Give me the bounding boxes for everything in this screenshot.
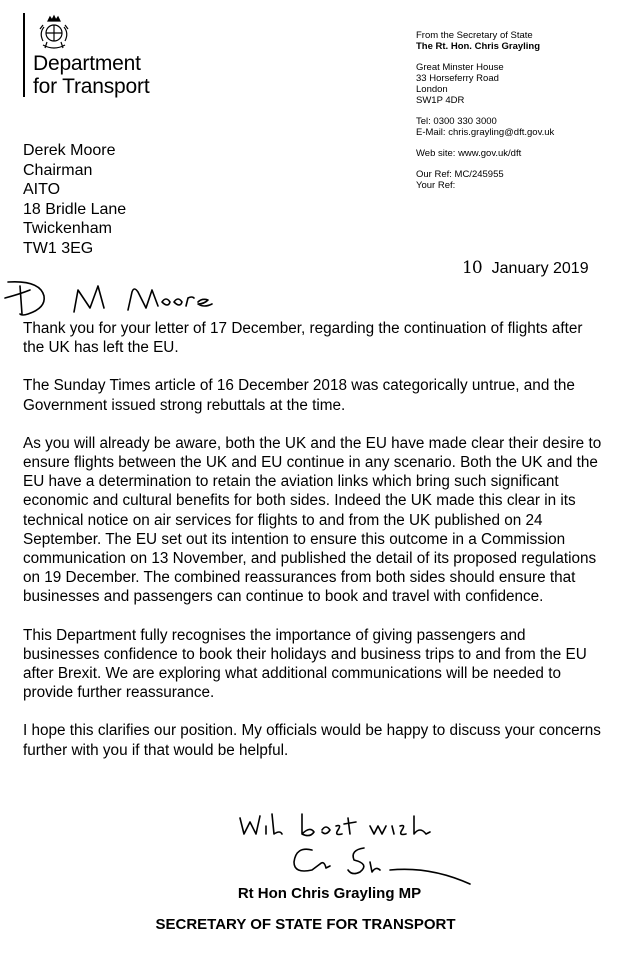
body-paragraph: As you will already be aware, both the UK and the EU have made clear their desire to ensure flights between the UK and EU continue in any scenario. Both the UK and the EU have a determination to retain the aviation links which bring such significant economic and cultural benefits for both sides. Indeed the UK made this clear in its technical notice on air services for flights to and from the UK published on 24 September. The EU set out its intention to ensure this outcome in a Commission communication on 13 November, and published the detail of its proposed regulations on 19 December. The combined reassurances from both sides should ensure that businesses and passengers can continue to book and travel with confidence.	[23, 434, 602, 606]
letter-body	[23, 319, 603, 779]
signatory-name: Rt Hon Chris Grayling MP	[237, 885, 422, 902]
date-day-handwritten: 10	[462, 258, 482, 278]
recipient-line: AITO	[23, 181, 61, 199]
recipient-line: Twickenham	[23, 220, 112, 238]
sender-telephone: Tel: 0300 330 3000	[416, 116, 497, 127]
body-paragraph: The Sunday Times article of 16 December 2018 was categorically untrue, and the Government issued strong rebuttals at the time.	[23, 377, 575, 414]
sender-address-line: SW1P 4DR	[416, 95, 465, 106]
department-line-1: Department	[33, 52, 141, 75]
our-reference: Our Ref: MC/245955	[416, 169, 504, 180]
body-paragraph: Thank you for your letter of 17 December, regarding the continuation of flights after the UK has left the EU.	[23, 320, 583, 357]
signatory-title: SECRETARY OF STATE FOR TRANSPORT	[155, 916, 456, 933]
recipient-address	[23, 141, 126, 259]
sender-address-line: London	[416, 84, 448, 95]
recipient-line: 18 Bridle Lane	[23, 200, 127, 218]
sender-address	[416, 62, 554, 106]
recipient-line: Chairman	[23, 161, 93, 179]
sender-website: Web site: www.gov.uk/dft	[416, 148, 522, 159]
letter-date	[462, 258, 589, 278]
recipient-line: TW1 3EG	[23, 239, 94, 257]
sender-email: E-Mail: chris.grayling@dft.gov.uk	[416, 127, 555, 138]
department-logotype	[33, 52, 149, 98]
logo-divider	[23, 13, 25, 97]
department-line-2: for Transport	[33, 75, 150, 98]
date-month-year: January 2019	[491, 260, 589, 277]
body-paragraph: This Department fully recognises the importance of giving passengers and businesses confidence to book their holidays and business trips to and from the EU after Brexit. We are exploring what additional communications will be needed to provide further reassurance.	[23, 626, 587, 702]
sender-address-line: Great Minster House	[416, 62, 504, 73]
royal-crest-icon	[34, 13, 74, 53]
handwritten-salutation	[0, 268, 230, 323]
sender-block	[416, 30, 554, 201]
sender-name: The Rt. Hon. Chris Grayling	[416, 41, 541, 52]
sender-address-line: 33 Horseferry Road	[416, 73, 499, 84]
sender-from-line: From the Secretary of State	[416, 30, 533, 41]
recipient-line: Derek Moore	[23, 142, 116, 159]
body-paragraph: I hope this clarifies our position. My officials would be happy to discuss your concerns further with you if that would be helpful.	[23, 722, 601, 759]
your-reference: Your Ref:	[416, 180, 456, 191]
